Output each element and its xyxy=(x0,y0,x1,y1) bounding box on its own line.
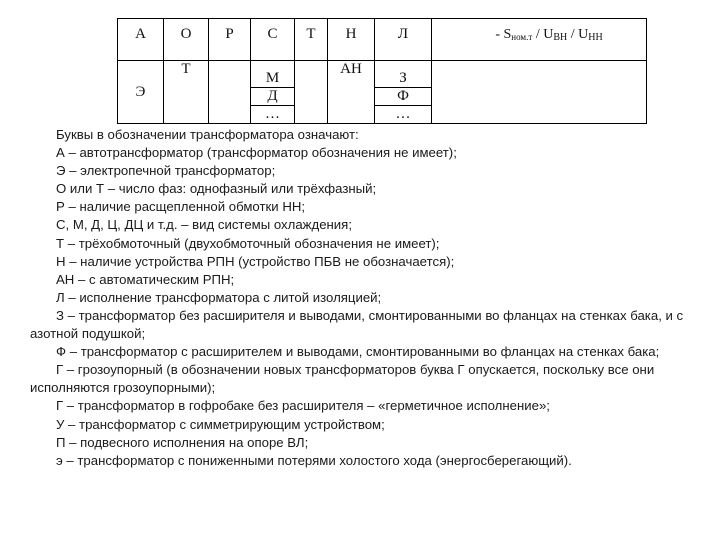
cell-text: Э xyxy=(135,83,146,100)
paragraph: Т – трёхобмоточный (двухобмоточный обозначения не имеет); xyxy=(56,235,440,251)
formula-sub-rated-power: ном.т xyxy=(511,32,533,42)
paragraph: Н – наличие устройства РПН (устройство ПБВ не обозначается); xyxy=(56,253,455,269)
paragraph: Г – трансформатор в гофробаке без расширителя – «герметичное исполнение»; xyxy=(56,398,550,414)
designation-table xyxy=(117,18,647,124)
formula-separator: / U xyxy=(532,27,554,42)
paragraph: О или Т – число фаз: однофазный или трёхфазный; xyxy=(56,181,377,197)
table-cell xyxy=(432,61,647,124)
table-cell xyxy=(118,61,164,124)
table-cell: М xyxy=(251,61,295,88)
rating-formula xyxy=(432,19,647,61)
paragraph: АН – с автоматическим РПН; xyxy=(56,271,235,287)
table-cell: А xyxy=(118,19,164,61)
table-row xyxy=(118,19,647,61)
table-cell: О xyxy=(164,19,209,61)
table-cell: Ф xyxy=(375,88,432,106)
table-cell xyxy=(295,61,328,124)
table-cell: Т xyxy=(164,61,209,124)
formula-separator: / U xyxy=(567,27,589,42)
table-cell: … xyxy=(375,106,432,124)
paragraph: А – автотрансформатор (трансформатор обозначения не имеет); xyxy=(56,145,457,161)
paragraph: Р – наличие расщепленной обмотки НН; xyxy=(56,199,306,215)
table-cell: Р xyxy=(209,19,251,61)
paragraph: Буквы в обозначении трансформатора означают: xyxy=(56,127,359,142)
table-cell: Д xyxy=(251,88,295,106)
table-cell: С xyxy=(251,19,295,61)
paragraph: Л – исполнение трансформатора с литой изоляцией; xyxy=(56,289,382,305)
paragraph: Э – электропечной трансформатор; xyxy=(56,163,276,179)
paragraph: Г – грозоупорный (в обозначении новых трансформаторов буква Г опускается, поскольку все они исполняются грозоупорными); xyxy=(30,362,655,396)
table-cell: Л xyxy=(375,19,432,61)
table-cell: … xyxy=(251,106,295,124)
paragraph: З – трансформатор без расширителя и выводами, смонтированными во фланцах на стенках бака, и с азотной подушкой; xyxy=(30,307,684,342)
table-row xyxy=(118,61,647,88)
formula-sub-lv: НН xyxy=(588,32,603,43)
paragraph: С, М, Д, Ц, ДЦ и т.д. – вид системы охлаждения; xyxy=(56,217,352,233)
paragraph: Ф – трансформатор с расширителем и выводами, смонтированными во фланцах на стенках бака; xyxy=(56,344,660,360)
paragraph: У – трансформатор с симметрирующим устройством; xyxy=(56,416,385,432)
paragraph: П – подвесного исполнения на опоре ВЛ; xyxy=(56,434,309,450)
paragraph: э – трансформатор с пониженными потерями холостого хода (энергосберегающий). xyxy=(56,452,572,468)
formula-sub-hv: ВН xyxy=(553,32,568,43)
table-cell xyxy=(209,61,251,124)
table-cell: З xyxy=(375,61,432,88)
formula-prefix: - S xyxy=(495,27,512,42)
table-cell: АН xyxy=(328,61,375,124)
table-cell: Т xyxy=(295,19,328,61)
table-cell: Н xyxy=(328,19,375,61)
designation-explanation xyxy=(30,126,694,470)
